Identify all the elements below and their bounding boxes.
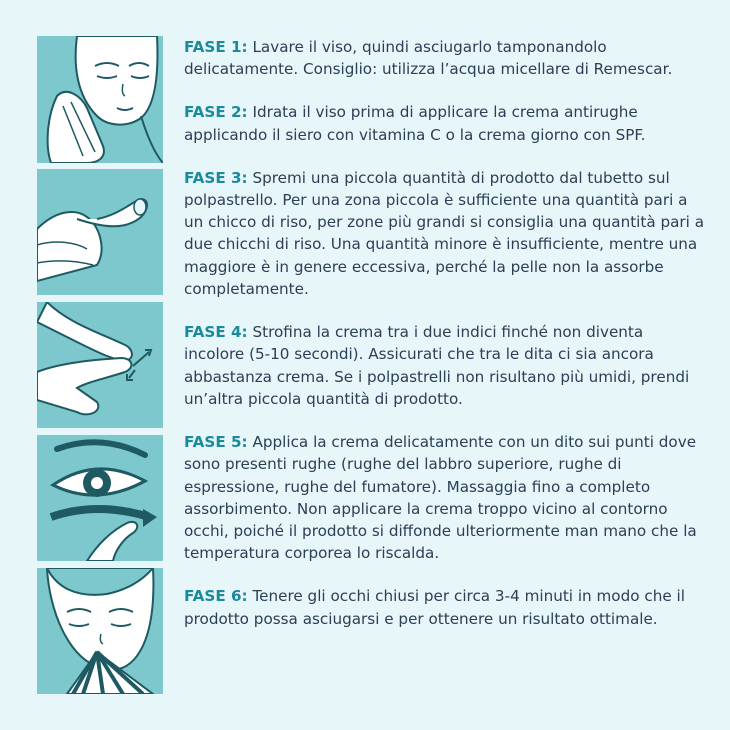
step-5 (184, 431, 704, 565)
step-text: Lavare il viso, quindi asciugarlo tamponandolo delicatamente. Consiglio: utilizza l’acqua micellare di Remescar. (184, 38, 673, 79)
step-text: Tenere gli occhi chiusi per circa 3-4 minuti in modo che il prodotto possa asciugarsi e per ottenere un risultato ottimale. (184, 587, 685, 628)
step-text: Spremi una piccola quantità di prodotto dal tubetto sul polpastrello. Per una zona piccola è sufficiente una quantità pari a un chicco di riso, per zone più grandi si consiglia una quantità pari a due chicchi di riso. Una quantità minore è insufficiente, mentre una maggiore è in genere eccessiva, perché la pelle non la assorbe completamente. (184, 168, 705, 299)
face-fan-icon (37, 568, 163, 694)
step-2 (184, 101, 704, 146)
rubbing-fingers-illustration (37, 302, 163, 428)
step-label: FASE 2: (184, 103, 248, 122)
eye-application-icon (37, 435, 163, 561)
eye-application-illustration (37, 435, 163, 561)
step-text: Idrata il viso prima di applicare la crema antirughe applicando il siero con vitamina C o la crema giorno con SPF. (184, 103, 646, 144)
step-text: Strofina la crema tra i due indici finché non diventa incolore (5-10 secondi). Assicurati che tra le dita ci sia ancora abbastanza crema. Se i polpastrelli non risultano più umidi, prendi un’altra piccola quantità di prodotto. (184, 323, 690, 408)
face-fan-illustration (37, 568, 163, 694)
step-3 (184, 167, 704, 301)
steps-list (184, 36, 704, 651)
step-4 (184, 321, 704, 410)
step-label: FASE 3: (184, 168, 248, 187)
step-label: FASE 6: (184, 587, 248, 606)
step-1 (184, 36, 704, 81)
finger-cream-icon (37, 169, 163, 295)
step-label: FASE 1: (184, 38, 248, 56)
step-text: Applica la crema delicatamente con un dito sui punti dove sono presenti rughe (rughe del labbro superiore, rughe di espressione, rughe del fumatore). Massaggia fino a completo assorbimento. Non applicare la crema troppo vicino al contorno occhi, poiché il prodotto si diffonde ulteriormente man mano che la temperatura corporea lo riscalda. (184, 432, 697, 563)
face-wiping-illustration (37, 36, 163, 163)
step-label: FASE 4: (184, 323, 248, 342)
finger-cream-illustration (37, 169, 163, 295)
step-label: FASE 5: (184, 432, 248, 451)
rubbing-fingers-icon (37, 302, 163, 428)
face-wiping-icon (37, 36, 163, 163)
step-6 (184, 585, 704, 630)
